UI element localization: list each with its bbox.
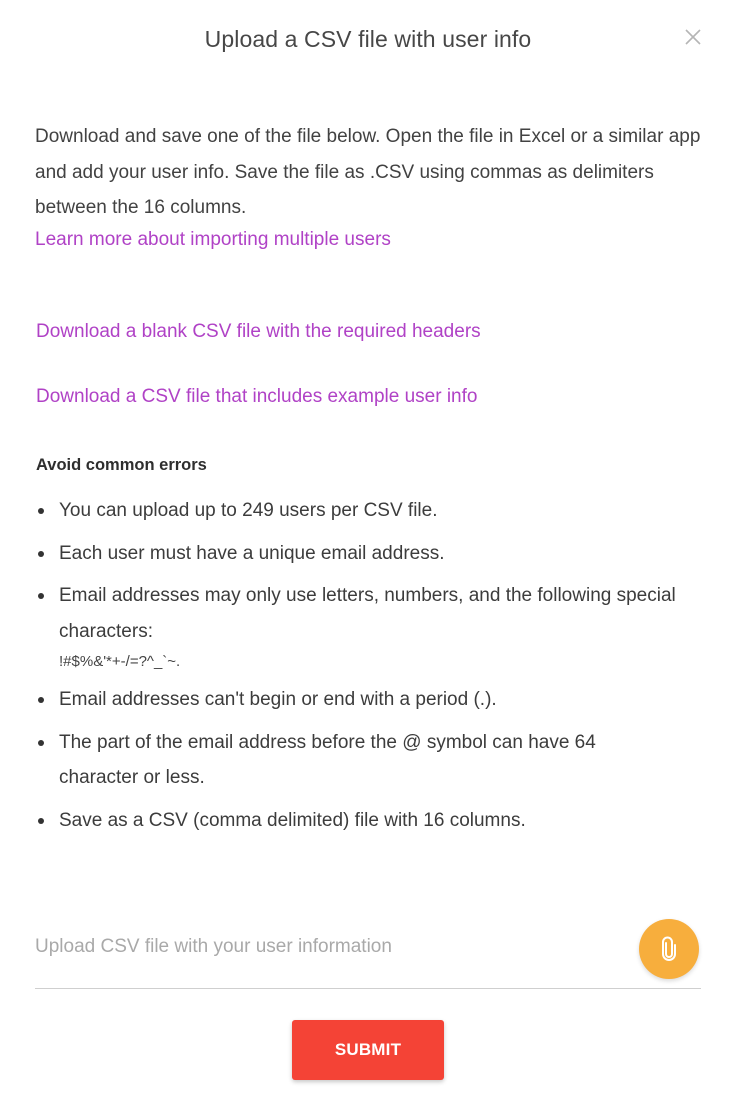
dialog-title: Upload a CSV file with user info: [204, 26, 532, 52]
close-icon: [682, 26, 704, 48]
list-item: You can upload up to 249 users per CSV file.: [36, 493, 676, 529]
intro-text: Download and save one of the file below. Open the file in Excel or a similar app and add your user info. Save the file as .CSV using commas as delimiters between the 16 columns.: [35, 126, 701, 218]
close-button[interactable]: [682, 26, 704, 48]
list-item: Each user must have a unique email address.: [36, 536, 676, 572]
csv-upload-field[interactable]: [35, 918, 701, 989]
submit-button[interactable]: SUBMIT: [292, 1020, 444, 1080]
list-item: Save as a CSV (comma delimited) file with 16 columns.: [36, 803, 676, 839]
list-item: Email addresses may only use letters, numbers, and the following special characters: !#$%&'*+-/=?^_`~.: [36, 578, 676, 675]
paperclip-icon: [658, 936, 680, 962]
common-errors-heading: Avoid common errors: [36, 456, 207, 474]
learn-more-link[interactable]: Learn more about importing multiple users: [35, 229, 391, 250]
special-characters: !#$%&'*+-/=?^_`~.: [59, 653, 181, 670]
list-item: Email addresses can't begin or end with a period (.).: [36, 682, 676, 718]
upload-placeholder: Upload CSV file with your user information: [35, 936, 392, 957]
common-errors-list: [36, 493, 676, 845]
attach-file-button[interactable]: [639, 919, 699, 979]
download-blank-csv-link[interactable]: Download a blank CSV file with the required headers: [36, 321, 481, 342]
download-example-csv-link[interactable]: Download a CSV file that includes example user info: [36, 386, 478, 407]
list-item: The part of the email address before the @ symbol can have 64 character or less.: [36, 725, 676, 796]
